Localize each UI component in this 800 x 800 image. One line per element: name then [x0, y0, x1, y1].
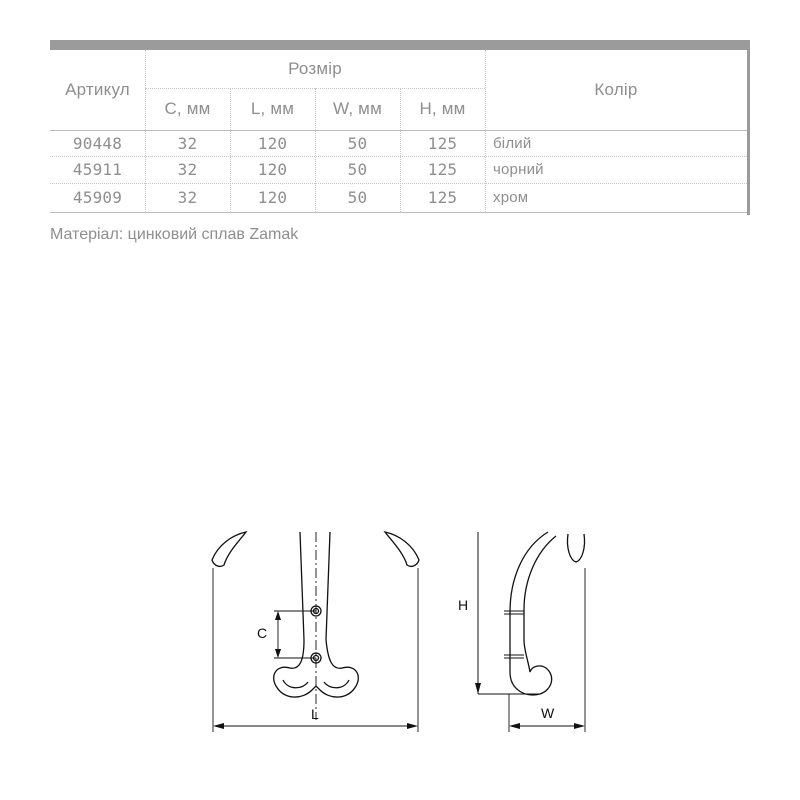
row2-color: чорний — [493, 161, 544, 178]
dim-c-arrow-bottom — [275, 649, 281, 658]
grid-line — [315, 88, 316, 212]
grid-line — [50, 130, 747, 131]
grid-line — [230, 88, 231, 212]
material-note: Матеріал: цинковий сплав Zamak — [50, 226, 299, 243]
row1-w: 50 — [347, 133, 368, 153]
dim-c-label: C — [257, 625, 268, 641]
size-col-w: W, мм — [333, 99, 382, 118]
row3-w: 50 — [347, 188, 368, 207]
color-header: Колір — [594, 80, 638, 99]
row3-l: 120 — [257, 188, 288, 207]
row3-color: хром — [493, 189, 529, 206]
dim-c-arrow-top — [275, 611, 281, 620]
row2-w: 50 — [347, 160, 368, 179]
dim-l-arrow-left — [213, 723, 224, 729]
row1-color: білий — [493, 134, 532, 152]
grid-line — [50, 212, 747, 213]
grid-line — [485, 50, 486, 212]
table-top-bar — [50, 40, 750, 50]
grid-line — [50, 156, 747, 157]
dim-l-arrow-right — [407, 723, 418, 729]
dim-w-arrow-left — [509, 723, 520, 729]
row3-c: 32 — [177, 188, 198, 207]
size-col-l: L, мм — [250, 99, 295, 118]
grid-line — [50, 183, 747, 184]
spec-table — [50, 40, 750, 215]
row2-h: 125 — [427, 160, 458, 179]
dim-h-label: H — [458, 597, 469, 613]
hook-drawing-svg — [0, 520, 800, 750]
side-top-end — [567, 534, 584, 562]
grid-line — [145, 88, 485, 89]
row3-article: 45909 — [72, 188, 123, 207]
hook-technical-drawing — [0, 520, 800, 750]
dim-h-arrow-bottom — [475, 683, 481, 694]
side-hook-profile — [510, 532, 556, 695]
row2-c: 32 — [177, 160, 198, 179]
size-col-h: Н, мм — [419, 99, 466, 118]
front-stem — [300, 532, 330, 640]
dim-l-label: L — [311, 706, 319, 722]
row1-h: 125 — [427, 133, 458, 153]
row3-h: 125 — [427, 188, 458, 207]
article-header: Артикул — [65, 80, 130, 99]
size-col-c: С, мм — [164, 99, 211, 118]
table-grid — [50, 50, 750, 215]
row1-c: 32 — [177, 133, 198, 153]
dim-w-label: W — [541, 705, 555, 721]
dim-w-arrow-right — [574, 723, 585, 729]
front-right-arm — [385, 532, 419, 566]
grid-line — [400, 88, 401, 212]
row1-article: 90448 — [72, 133, 123, 153]
grid-line — [145, 50, 146, 212]
row2-article: 45911 — [72, 160, 123, 179]
size-header: Розмір — [288, 59, 342, 78]
front-left-arm — [212, 532, 246, 566]
row2-l: 120 — [257, 160, 288, 179]
row1-l: 120 — [257, 133, 288, 153]
